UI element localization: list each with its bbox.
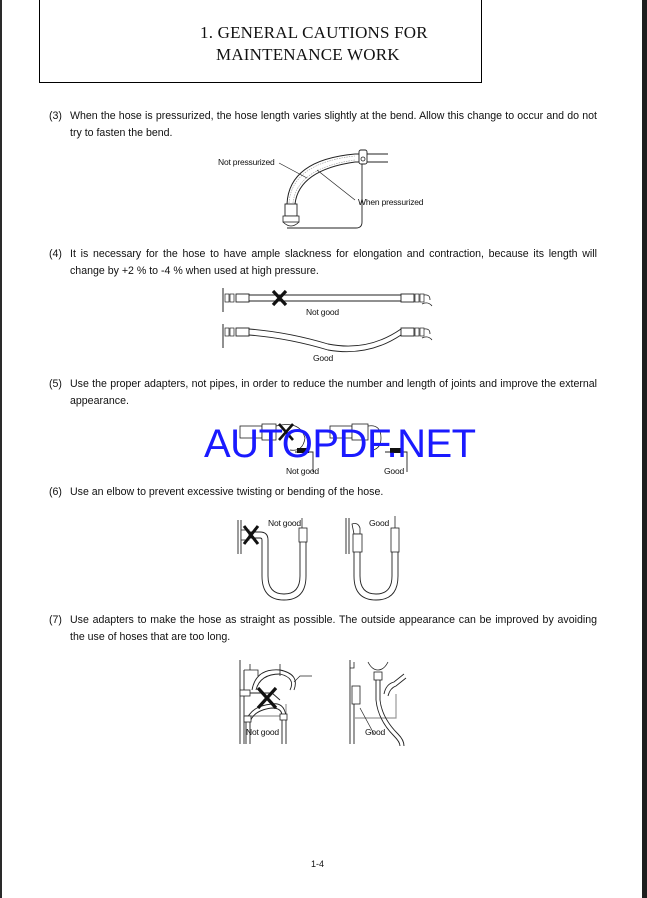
figure-elbow <box>236 514 416 600</box>
item-number: (5) <box>49 378 62 390</box>
fitting-nuts-left-bottom <box>225 328 234 336</box>
item-number: (6) <box>49 486 62 498</box>
section-title-line-1: 1. GENERAL CAUTIONS FOR <box>200 23 428 42</box>
item-3 <box>49 108 597 142</box>
page-frame-left <box>0 0 2 898</box>
fitting-nuts-right-bottom <box>415 328 424 336</box>
section-title-line-2: MAINTENANCE WORK <box>216 45 400 64</box>
item-7 <box>49 612 597 646</box>
watermark-logo: AUTOPDF.NET <box>204 422 476 466</box>
label-not-good: Not good <box>306 307 339 317</box>
label-good: Good <box>313 353 333 363</box>
item-text: When the hose is pressurized, the hose length varies slightly at the bend. Allow this change to occur and do not try to fasten the bend. <box>70 110 597 139</box>
item-6 <box>49 484 597 501</box>
item-number: (7) <box>49 614 62 626</box>
page-number: 1-4 <box>311 859 325 869</box>
label-good: Good <box>365 727 385 737</box>
label-good: Good <box>369 518 389 528</box>
item-number: (4) <box>49 248 62 260</box>
item-text: It is necessary for the hose to have ample slackness for elongation and contraction, because its length will change by +2 % to -4 % when used at high pressure. <box>70 248 597 277</box>
item-text: Use an elbow to prevent excessive twisting or bending of the hose. <box>70 486 384 498</box>
figure-hose-slack <box>218 286 438 356</box>
item-text: Use the proper adapters, not pipes, in order to reduce the number and length of joints and improve the external appearance. <box>70 378 597 407</box>
label-good: Good <box>384 466 404 476</box>
page-frame-right <box>642 0 647 898</box>
label-not-good: Not good <box>286 466 319 476</box>
fitting-nuts-left-top <box>225 294 234 302</box>
label-not-good: Not good <box>268 518 301 528</box>
item-5 <box>49 376 597 410</box>
item-text: Use adapters to make the hose as straight as possible. The outside appearance can be improved by avoiding the use of hoses that are too long. <box>70 614 597 643</box>
item-number: (3) <box>49 110 62 122</box>
item-4 <box>49 246 597 280</box>
label-when-pressurized: When pressurized <box>358 197 424 207</box>
label-not-pressurized: Not pressurized <box>218 157 275 167</box>
fitting-nuts-right-top <box>415 294 424 302</box>
label-not-good: Not good <box>246 727 279 737</box>
